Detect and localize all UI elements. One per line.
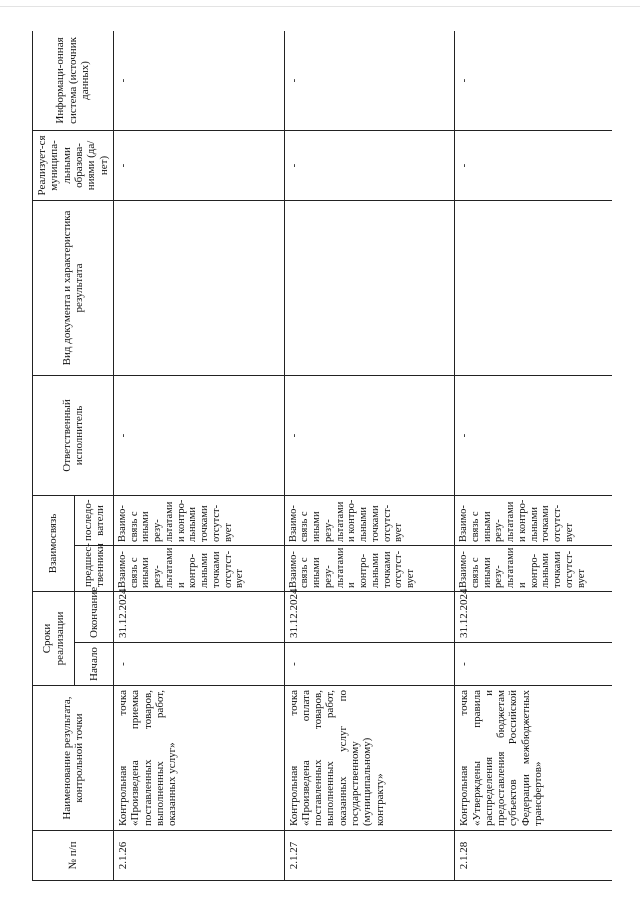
row-predecessors: Взаимо-связь с иными резу-льтатами и контро-льными точками отсутст-вует [113,545,284,591]
row-predecessors: Взаимо-связь с иными резу-льтатами и контро-льными точками отсутст-вует [284,545,455,591]
row-end: 31.12.2024 [455,591,612,642]
header-row-1 [33,31,75,881]
row-start: - [284,643,455,686]
row-document [455,200,612,375]
header-info-system: Информаци-онная система (источник данных) [33,31,114,130]
row-municipal: - [455,130,612,200]
rotated-table-container [32,31,612,881]
row-successors: Взаимо-связь с иными резу-льтатами и контро-льными точками отсутст-вует [113,495,284,545]
header-relation: Взаимосвязь [33,495,75,591]
row-info-system: - [113,31,284,130]
header-terms: Сроки реализации [33,591,75,685]
row-name: Контрольная точка «Утверждены правила распределения и предоставления бюджетам субъектов Российской Федерации межбюджетных трансфертов» [455,686,612,831]
row-executor: - [455,375,612,495]
table-row [455,31,612,881]
table-row [284,31,455,881]
row-predecessors: Взаимо-связь с иными резу-льтатами и контро-льными точками отсутст-вует [455,545,612,591]
row-municipal: - [113,130,284,200]
row-start: - [113,643,284,686]
row-info-system: - [284,31,455,130]
row-successors: Взаимо-связь с иными резу-льтатами и контро-льными точками отсутст-вует [455,495,612,545]
results-table [32,31,612,881]
header-municipal: Реализует-ся муниципа-льными образова-ниями (да/нет) [33,130,114,200]
page-top-edge [0,6,640,7]
row-municipal: - [284,130,455,200]
row-executor: - [284,375,455,495]
row-executor: - [113,375,284,495]
header-name: Наименование результата, контрольной точки [33,686,114,831]
document-page [32,31,612,881]
row-document [284,200,455,375]
row-name: Контрольная точка «Произведена оплата поставленных товаров, выполненных работ, оказанных услуг по государственному (муниципальному) контракту» [284,686,455,831]
row-end: 31.12.2024 [284,591,455,642]
row-successors: Взаимо-связь с иными резу-льтатами и контро-льными точками отсутст-вует [284,495,455,545]
header-relation-pred: предшес-твенники [75,545,114,591]
row-end: 31.12.2024 [113,591,284,642]
header-terms-start: Начало [75,643,114,686]
header-relation-succ: последо-ватели [75,495,114,545]
header-document: Вид документа и характеристика результата [33,200,114,375]
row-num: 2.1.28 [455,831,612,881]
row-document [113,200,284,375]
row-name: Контрольная точка «Произведена приемка поставленных товаров, выполненных работ, оказанных услуг» [113,686,284,831]
table-row [113,31,284,881]
row-num: 2.1.26 [113,831,284,881]
header-num: № п/п [33,831,114,881]
row-info-system: - [455,31,612,130]
header-terms-end: Окончание [75,591,114,642]
header-executor: Ответственный исполнитель [33,375,114,495]
row-num: 2.1.27 [284,831,455,881]
row-start: - [455,643,612,686]
